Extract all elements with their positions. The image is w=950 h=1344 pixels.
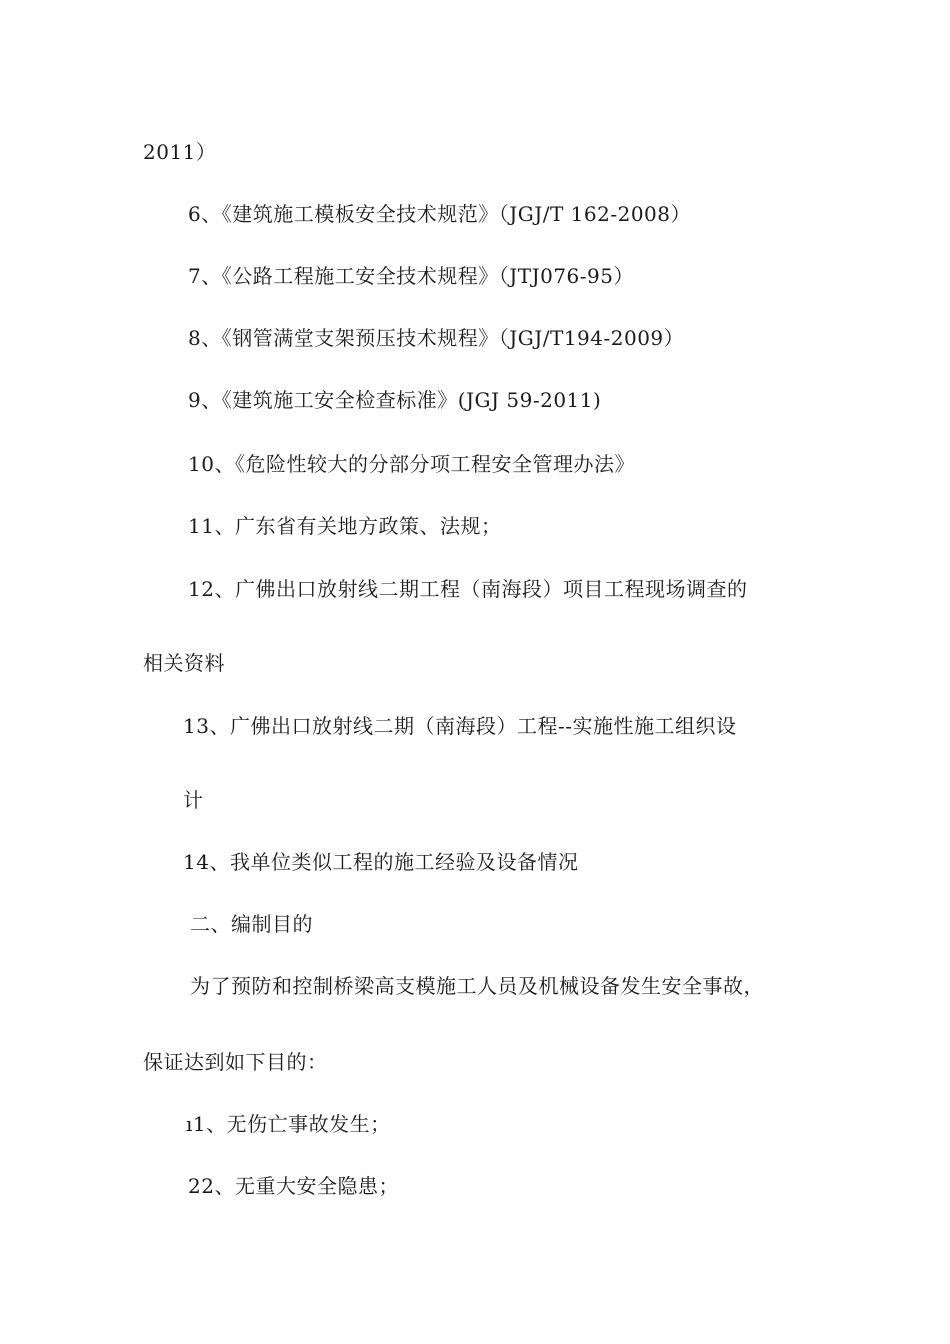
text-line-1: 2011） bbox=[143, 140, 217, 164]
text-line-15: 保证达到如下目的： bbox=[143, 1050, 328, 1074]
text-line-16: ı1、无伤亡事故发生； bbox=[186, 1112, 391, 1136]
text-line-11: 计 bbox=[183, 788, 204, 812]
text-line-7: 11、广东省有关地方政策、法规； bbox=[188, 514, 502, 538]
text-line-9: 相关资料 bbox=[143, 651, 225, 675]
text-line-5: 9、《建筑施工安全检查标准》(JGJ 59-2011) bbox=[188, 388, 602, 412]
text-line-10: 13、广佛出口放射线二期（南海段）工程--实施性施工组织设 bbox=[183, 714, 737, 738]
text-line-3: 7、《公路工程施工安全技术规程》（JTJ076-95） bbox=[188, 264, 634, 288]
text-line-8: 12、广佛出口放射线二期工程（南海段）项目工程现场调查的 bbox=[188, 577, 748, 601]
section-heading: 二、编制目的 bbox=[190, 912, 313, 936]
text-line-6: 10、《危险性较大的分部分项工程安全管理办法》 bbox=[188, 452, 635, 476]
text-line-12: 14、我单位类似工程的施工经验及设备情况 bbox=[183, 850, 579, 874]
text-line-17: 22、无重大安全隐患； bbox=[188, 1174, 399, 1198]
text-line-14: 为了预防和控制桥梁高支模施工人员及机械设备发生安全事故， bbox=[190, 974, 764, 998]
text-line-4: 8、《钢管满堂支架预压技术规程》（JGJ/T194-2009） bbox=[188, 326, 685, 350]
text-line-2: 6、《建筑施工模板安全技术规范》（JGJ/T 162-2008） bbox=[188, 202, 692, 226]
